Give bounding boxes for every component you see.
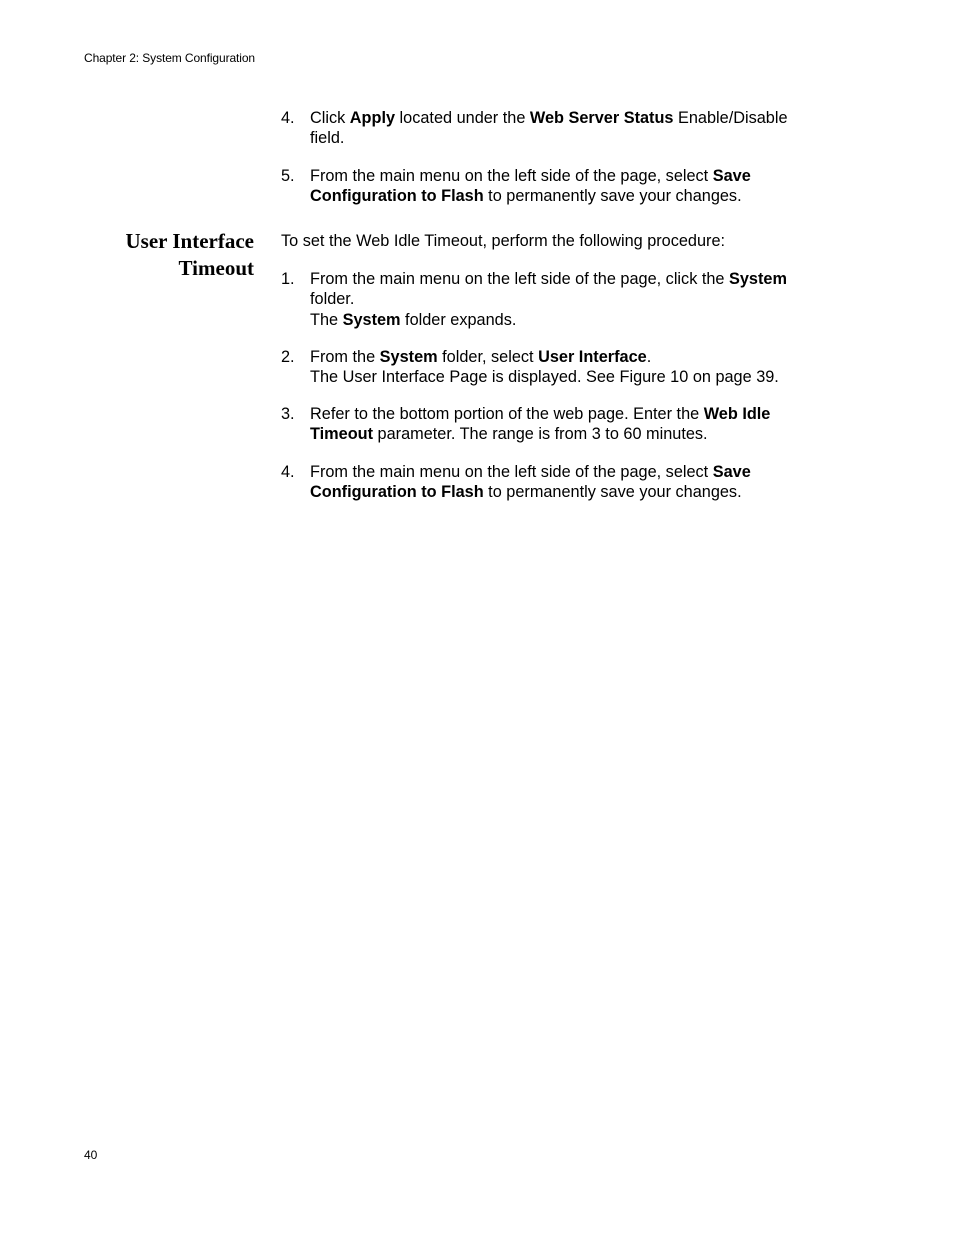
text-run: located under the bbox=[395, 109, 530, 127]
section-heading-line: Timeout bbox=[178, 256, 254, 280]
step-text bbox=[310, 166, 826, 207]
text-run: to permanently save your changes. bbox=[483, 483, 742, 502]
step-note bbox=[310, 367, 826, 387]
step-text bbox=[310, 108, 826, 149]
text-run: The bbox=[310, 310, 343, 329]
text-run-bold: Web Idle Timeout bbox=[310, 405, 771, 444]
text-run-bold: Web Server Status bbox=[529, 109, 674, 127]
step-number: 5. bbox=[281, 167, 295, 185]
step-number: 2. bbox=[281, 348, 295, 366]
section-heading bbox=[80, 228, 254, 282]
text-run-bold: User Interface bbox=[538, 348, 647, 366]
text-run: to permanently save your changes. bbox=[483, 187, 742, 206]
text-run-bold: Save Configuration to Flash bbox=[310, 463, 751, 502]
text-run: Enable/Disable field. bbox=[310, 109, 788, 148]
step-number: 3. bbox=[281, 405, 295, 423]
text-run: . bbox=[646, 348, 652, 366]
running-head: Chapter 2: System Configuration bbox=[84, 51, 255, 65]
text-run-bold: System bbox=[729, 270, 787, 288]
step-number: 4. bbox=[281, 109, 295, 127]
step-number: 1. bbox=[281, 270, 295, 288]
text-run-bold: System bbox=[379, 348, 438, 366]
text-run: The User Interface Page is displayed. See Figure 10 on page 39. bbox=[310, 368, 779, 387]
section-intro: To set the Web Idle Timeout, perform the following procedure: bbox=[281, 232, 726, 250]
step-number: 4. bbox=[281, 463, 295, 481]
text-run: folder, select bbox=[437, 348, 539, 366]
section-heading-line: User Interface bbox=[125, 229, 254, 253]
text-run: parameter. The range is from 3 to 60 minutes. bbox=[373, 425, 708, 444]
text-run: Click bbox=[310, 109, 350, 127]
text-run: From the bbox=[310, 348, 380, 366]
text-run: folder expands. bbox=[400, 310, 517, 329]
step-text bbox=[310, 269, 826, 330]
text-run: From the main menu on the left side of the page, select bbox=[310, 463, 713, 481]
text-run-bold: System bbox=[342, 310, 401, 329]
text-run: folder. bbox=[310, 290, 355, 309]
step-text bbox=[310, 347, 826, 388]
text-run-bold: Save Configuration to Flash bbox=[310, 167, 751, 206]
text-run: From the main menu on the left side of the page, click the bbox=[310, 270, 730, 288]
page-number: 40 bbox=[84, 1148, 98, 1162]
text-run: From the main menu on the left side of the page, select bbox=[310, 167, 713, 185]
step-note bbox=[310, 310, 826, 330]
step-text bbox=[310, 404, 826, 445]
text-run-bold: Apply bbox=[349, 109, 396, 127]
text-run: Refer to the bottom portion of the web page. Enter the bbox=[310, 405, 704, 423]
step-text bbox=[310, 462, 826, 503]
